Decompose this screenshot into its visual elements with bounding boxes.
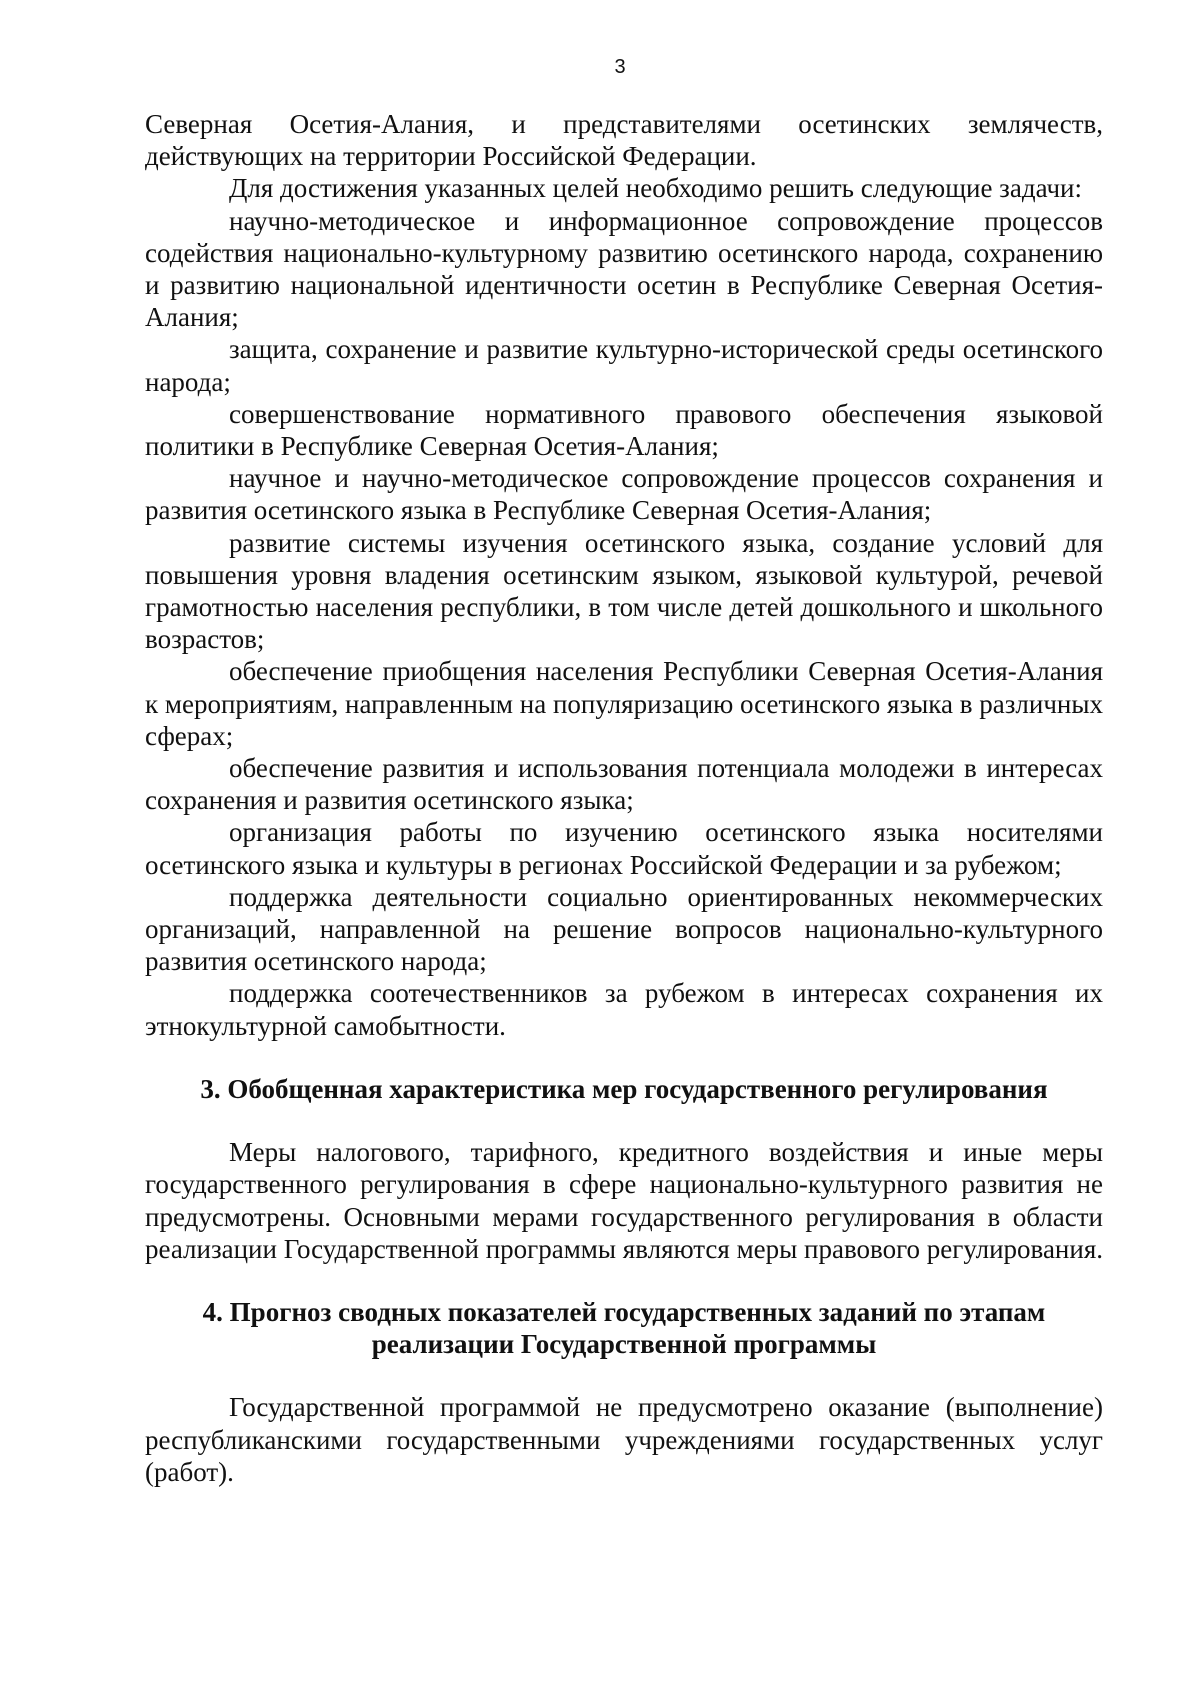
section-4-paragraph: Государственной программой не предусмотрено оказание (выполнение) республиканскими государственными учреждениями государственных услуг (работ). (145, 1392, 1103, 1487)
paragraph: поддержка деятельности социально ориентированных некоммерческих организаций, направленной на решение вопросов национально-культурного развития осетинского народа; (145, 881, 1103, 977)
paragraph: организация работы по изучению осетинского языка носителями осетинского языка и культуры в регионах Российской Федерации и за рубежом; (145, 817, 1103, 880)
paragraph: обеспечение приобщения населения Республики Северная Осетия-Алания к мероприятиям, направленным на популяризацию осетинского языка в различных сферах; (145, 656, 1103, 751)
section-4-heading-line-1: 4. Прогноз сводных показателей государственных заданий по этапам (202, 1296, 1046, 1327)
section-4-heading-line-2: реализации Государственной программы (371, 1329, 877, 1360)
paragraph: обеспечение развития и использования потенциала молодежи в интересах сохранения и развития осетинского языка; (145, 753, 1103, 816)
section-3-heading: 3. Обобщенная характеристика мер государственного регулирования (200, 1073, 1048, 1104)
section-4-heading (145, 1296, 1103, 1360)
paragraph: Для достижения указанных целей необходимо решить следующие задачи: (229, 173, 1083, 204)
paragraph: поддержка соотечественников за рубежом в интересах сохранения их этнокультурной самобытности. (145, 978, 1103, 1041)
paragraph: научное и научно-методическое сопровождение процессов сохранения и развития осетинского языка в Республике Северная Осетия-Алания; (145, 463, 1103, 526)
section-3-paragraph: Меры налогового, тарифного, кредитного воздействия и иные меры государственного регулирования в сфере национально-культурного развития не предусмотрены. Основными мерами государственного регулирования в области реализации Государственной программы являются меры правового регулирования. (145, 1137, 1103, 1264)
paragraph: научно-методическое и информационное сопровождение процессов содействия национально-культурному развитию осетинского народа, сохранению и развитию национальной идентичности осетин в Республике Северная Осетия-Алания; (145, 205, 1103, 333)
page-number: 3 (614, 56, 626, 78)
paragraph: защита, сохранение и развитие культурно-исторической среды осетинского народа; (145, 334, 1103, 397)
paragraph: совершенствование нормативного правового обеспечения языковой политики в Республике Северная Осетия-Алания; (145, 398, 1103, 462)
paragraph: развитие системы изучения осетинского языка, создание условий для повышения уровня владения осетинским языком, языковой культурой, речевой грамотностью населения республики, в том числе детей дошкольного и школьного возрастов; (145, 527, 1103, 655)
document-body (145, 108, 1103, 1488)
paragraph: Северная Осетия-Алания, и представителями осетинских землячеств, действующих на территории Российской Федерации. (145, 109, 1103, 172)
